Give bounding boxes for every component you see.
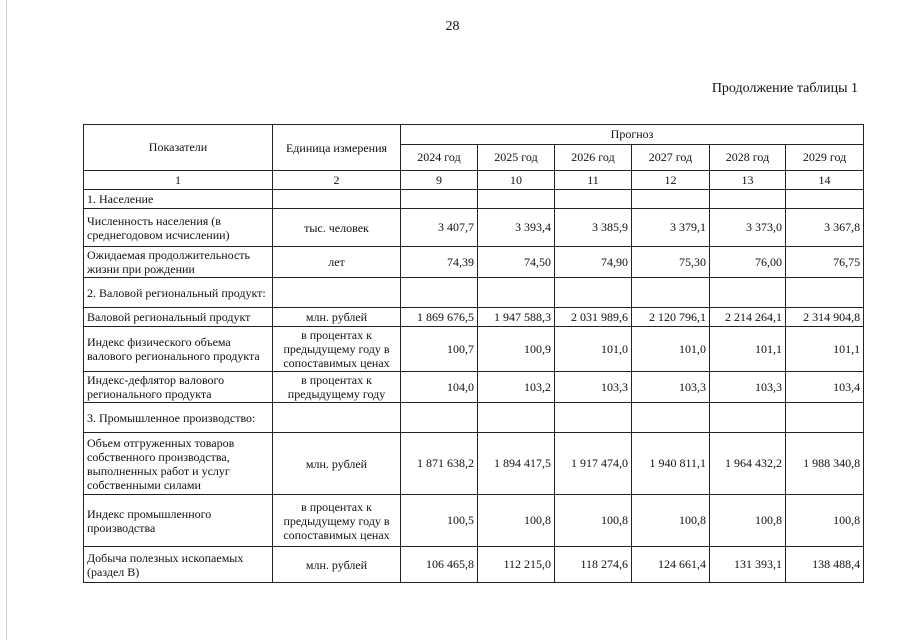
section-title: 3. Промышленное производство: — [84, 403, 273, 433]
table-row — [84, 547, 864, 583]
indicator-name: Численность населения (в среднегодовом исчислении) — [84, 209, 273, 247]
value-cell: 3 385,9 — [555, 209, 632, 247]
value-cell: 2 214 264,1 — [710, 308, 786, 327]
value-cell: 1 964 432,2 — [710, 433, 786, 495]
indicator-unit: млн. рублей — [273, 308, 401, 327]
value-cell: 1 940 811,1 — [632, 433, 710, 495]
indicator-unit: в процентах к предыдущему году — [273, 372, 401, 403]
indicator-name: Индекс промышленного производства — [84, 495, 273, 547]
indicator-name: Валовой региональный продукт — [84, 308, 273, 327]
indicator-unit: в процентах к предыдущему году в сопоставимых ценах — [273, 327, 401, 372]
indicator-name: Ожидаемая продолжительность жизни при рождении — [84, 247, 273, 278]
value-cell: 101,1 — [710, 327, 786, 372]
table-body — [84, 190, 864, 583]
header-year: 2026 год — [555, 145, 632, 171]
value-cell: 100,8 — [710, 495, 786, 547]
column-number: 12 — [632, 171, 710, 190]
value-cell: 3 373,0 — [710, 209, 786, 247]
section-title: 2. Валовой региональный продукт: — [84, 278, 273, 308]
table-row — [84, 327, 864, 372]
indicator-name: Индекс физического объема валового регионального продукта — [84, 327, 273, 372]
value-cell: 3 367,8 — [786, 209, 864, 247]
value-cell: 100,8 — [632, 495, 710, 547]
column-number: 11 — [555, 171, 632, 190]
column-number: 2 — [273, 171, 401, 190]
value-cell: 104,0 — [401, 372, 478, 403]
value-cell: 1 988 340,8 — [786, 433, 864, 495]
table-row — [84, 247, 864, 278]
value-cell: 74,39 — [401, 247, 478, 278]
page-edge-line — [6, 0, 7, 640]
value-cell: 112 215,0 — [478, 547, 555, 583]
value-cell: 106 465,8 — [401, 547, 478, 583]
value-cell: 101,1 — [786, 327, 864, 372]
value-cell: 100,7 — [401, 327, 478, 372]
value-cell: 103,3 — [555, 372, 632, 403]
value-cell: 2 031 989,6 — [555, 308, 632, 327]
value-cell: 75,30 — [632, 247, 710, 278]
value-cell: 100,8 — [786, 495, 864, 547]
value-cell: 103,4 — [786, 372, 864, 403]
value-cell: 100,8 — [555, 495, 632, 547]
value-cell: 76,75 — [786, 247, 864, 278]
indicator-name: Индекс-дефлятор валового регионального продукта — [84, 372, 273, 403]
forecast-table — [83, 124, 864, 583]
column-number: 14 — [786, 171, 864, 190]
value-cell: 1 894 417,5 — [478, 433, 555, 495]
value-cell: 3 379,1 — [632, 209, 710, 247]
value-cell: 76,00 — [710, 247, 786, 278]
value-cell: 74,90 — [555, 247, 632, 278]
page-number: 28 — [445, 19, 460, 34]
header-year: 2025 год — [478, 145, 555, 171]
table-row — [84, 433, 864, 495]
value-cell: 103,3 — [710, 372, 786, 403]
indicator-unit: млн. рублей — [273, 433, 401, 495]
value-cell: 131 393,1 — [710, 547, 786, 583]
header-year: 2024 год — [401, 145, 478, 171]
section-row — [84, 403, 864, 433]
section-row — [84, 190, 864, 209]
value-cell: 101,0 — [632, 327, 710, 372]
table-row — [84, 308, 864, 327]
value-cell: 1 947 588,3 — [478, 308, 555, 327]
column-number: 1 — [84, 171, 273, 190]
table-row — [84, 495, 864, 547]
indicator-unit: в процентах к предыдущему году в сопоставимых ценах — [273, 495, 401, 547]
value-cell: 1 871 638,2 — [401, 433, 478, 495]
value-cell: 100,5 — [401, 495, 478, 547]
value-cell: 2 314 904,8 — [786, 308, 864, 327]
header-year: 2028 год — [710, 145, 786, 171]
value-cell: 100,8 — [478, 495, 555, 547]
indicator-unit: тыс. человек — [273, 209, 401, 247]
table-continuation-label: Продолжение таблицы 1 — [711, 81, 858, 96]
column-number: 9 — [401, 171, 478, 190]
value-cell: 138 488,4 — [786, 547, 864, 583]
header-year: 2029 год — [786, 145, 864, 171]
header-forecast: Прогноз — [401, 125, 864, 145]
column-number: 13 — [710, 171, 786, 190]
value-cell: 124 661,4 — [632, 547, 710, 583]
indicator-name: Объем отгруженных товаров собственного производства, выполненных работ и услуг собственными силами — [84, 433, 273, 495]
value-cell: 3 393,4 — [478, 209, 555, 247]
value-cell: 1 917 474,0 — [555, 433, 632, 495]
indicator-name: Добыча полезных ископаемых (раздел B) — [84, 547, 273, 583]
column-number: 10 — [478, 171, 555, 190]
section-title: 1. Население — [84, 190, 273, 209]
value-cell: 3 407,7 — [401, 209, 478, 247]
value-cell: 103,3 — [632, 372, 710, 403]
table-row — [84, 372, 864, 403]
value-cell: 74,50 — [478, 247, 555, 278]
indicator-unit: лет — [273, 247, 401, 278]
header-year: 2027 год — [632, 145, 710, 171]
value-cell: 2 120 796,1 — [632, 308, 710, 327]
value-cell: 103,2 — [478, 372, 555, 403]
value-cell: 101,0 — [555, 327, 632, 372]
header-unit: Единица измерения — [273, 125, 401, 171]
value-cell: 118 274,6 — [555, 547, 632, 583]
section-row — [84, 278, 864, 308]
indicator-unit: млн. рублей — [273, 547, 401, 583]
value-cell: 1 869 676,5 — [401, 308, 478, 327]
value-cell: 100,9 — [478, 327, 555, 372]
header-indicator: Показатели — [84, 125, 273, 171]
table-row — [84, 209, 864, 247]
